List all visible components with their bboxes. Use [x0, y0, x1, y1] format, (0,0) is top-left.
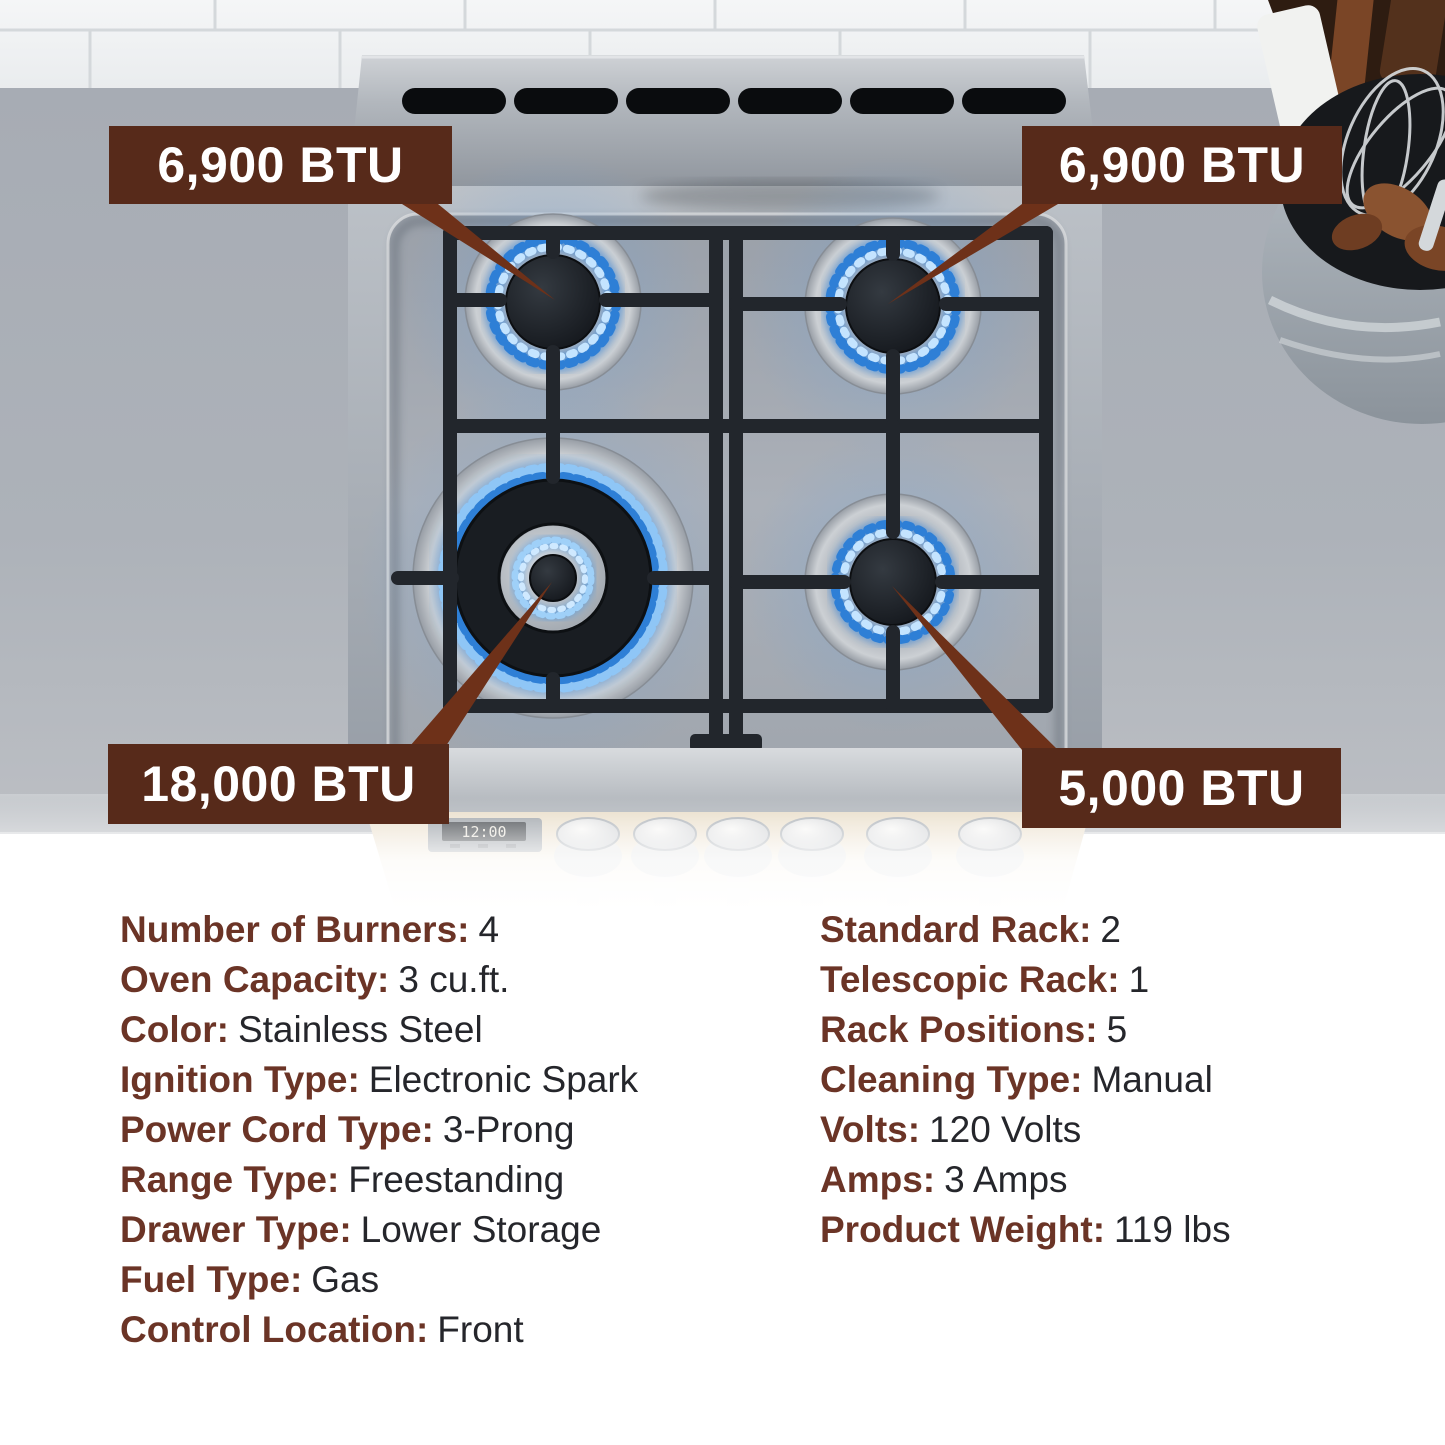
spec-value: Gas [311, 1259, 380, 1300]
spec-row [120, 955, 638, 1005]
spec-value: 3 cu.ft. [398, 959, 510, 1000]
spec-value: 119 lbs [1114, 1209, 1231, 1250]
callout-top-left-btu: 6,900 BTU [109, 126, 452, 204]
spec-label: Drawer Type: [120, 1209, 352, 1250]
spec-label: Volts: [820, 1109, 921, 1150]
spec-row [120, 1005, 638, 1055]
spec-row [120, 1305, 638, 1355]
spec-row [820, 1205, 1231, 1255]
spec-label: Standard Rack: [820, 909, 1092, 950]
spec-label: Cleaning Type: [820, 1059, 1083, 1100]
spec-label: Product Weight: [820, 1209, 1106, 1250]
spec-value: 3 Amps [944, 1159, 1068, 1200]
spec-label: Control Location: [120, 1309, 429, 1350]
spec-label: Oven Capacity: [120, 959, 390, 1000]
spec-row [820, 1005, 1231, 1055]
spec-value: 3-Prong [442, 1109, 575, 1150]
spec-value: Front [437, 1309, 524, 1350]
spec-row [120, 905, 638, 955]
spec-row [120, 1055, 638, 1105]
spec-row [820, 1155, 1231, 1205]
bottom-left-burner [443, 468, 663, 688]
spec-label: Color: [120, 1009, 229, 1050]
spec-label: Rack Positions: [820, 1009, 1098, 1050]
spec-label: Telescopic Rack: [820, 959, 1120, 1000]
spec-row [120, 1105, 638, 1155]
spec-label: Range Type: [120, 1159, 340, 1200]
spec-row [820, 905, 1231, 955]
spec-value: 2 [1100, 909, 1121, 950]
callout-bottom-left-btu: 18,000 BTU [108, 744, 449, 824]
spec-value: Stainless Steel [237, 1009, 483, 1050]
spec-column-right [820, 905, 1231, 1255]
spec-value: Lower Storage [360, 1209, 602, 1250]
spec-value: 5 [1106, 1009, 1128, 1050]
spec-label: Ignition Type: [120, 1059, 360, 1100]
spec-row [820, 1055, 1231, 1105]
spec-value: Manual [1091, 1059, 1213, 1100]
spec-label: Power Cord Type: [120, 1109, 434, 1150]
callout-bottom-right-btu: 5,000 BTU [1022, 748, 1341, 828]
spec-row [120, 1205, 638, 1255]
spec-row [120, 1155, 638, 1205]
spec-row [820, 1105, 1231, 1155]
spec-row [120, 1255, 638, 1305]
bottom-right-burner [835, 524, 951, 640]
spec-value: 4 [478, 909, 500, 950]
spec-value: Electronic Spark [368, 1059, 639, 1100]
spec-row [820, 955, 1231, 1005]
spec-label: Amps: [820, 1159, 936, 1200]
spec-label: Number of Burners: [120, 909, 470, 950]
spec-value: Freestanding [348, 1159, 565, 1200]
spec-column-left [120, 905, 638, 1355]
spec-value: 120 Volts [929, 1109, 1082, 1150]
spec-label: Fuel Type: [120, 1259, 303, 1300]
callout-top-right-btu: 6,900 BTU [1022, 126, 1342, 204]
stove-top [348, 55, 1102, 912]
spec-value: 1 [1128, 959, 1150, 1000]
